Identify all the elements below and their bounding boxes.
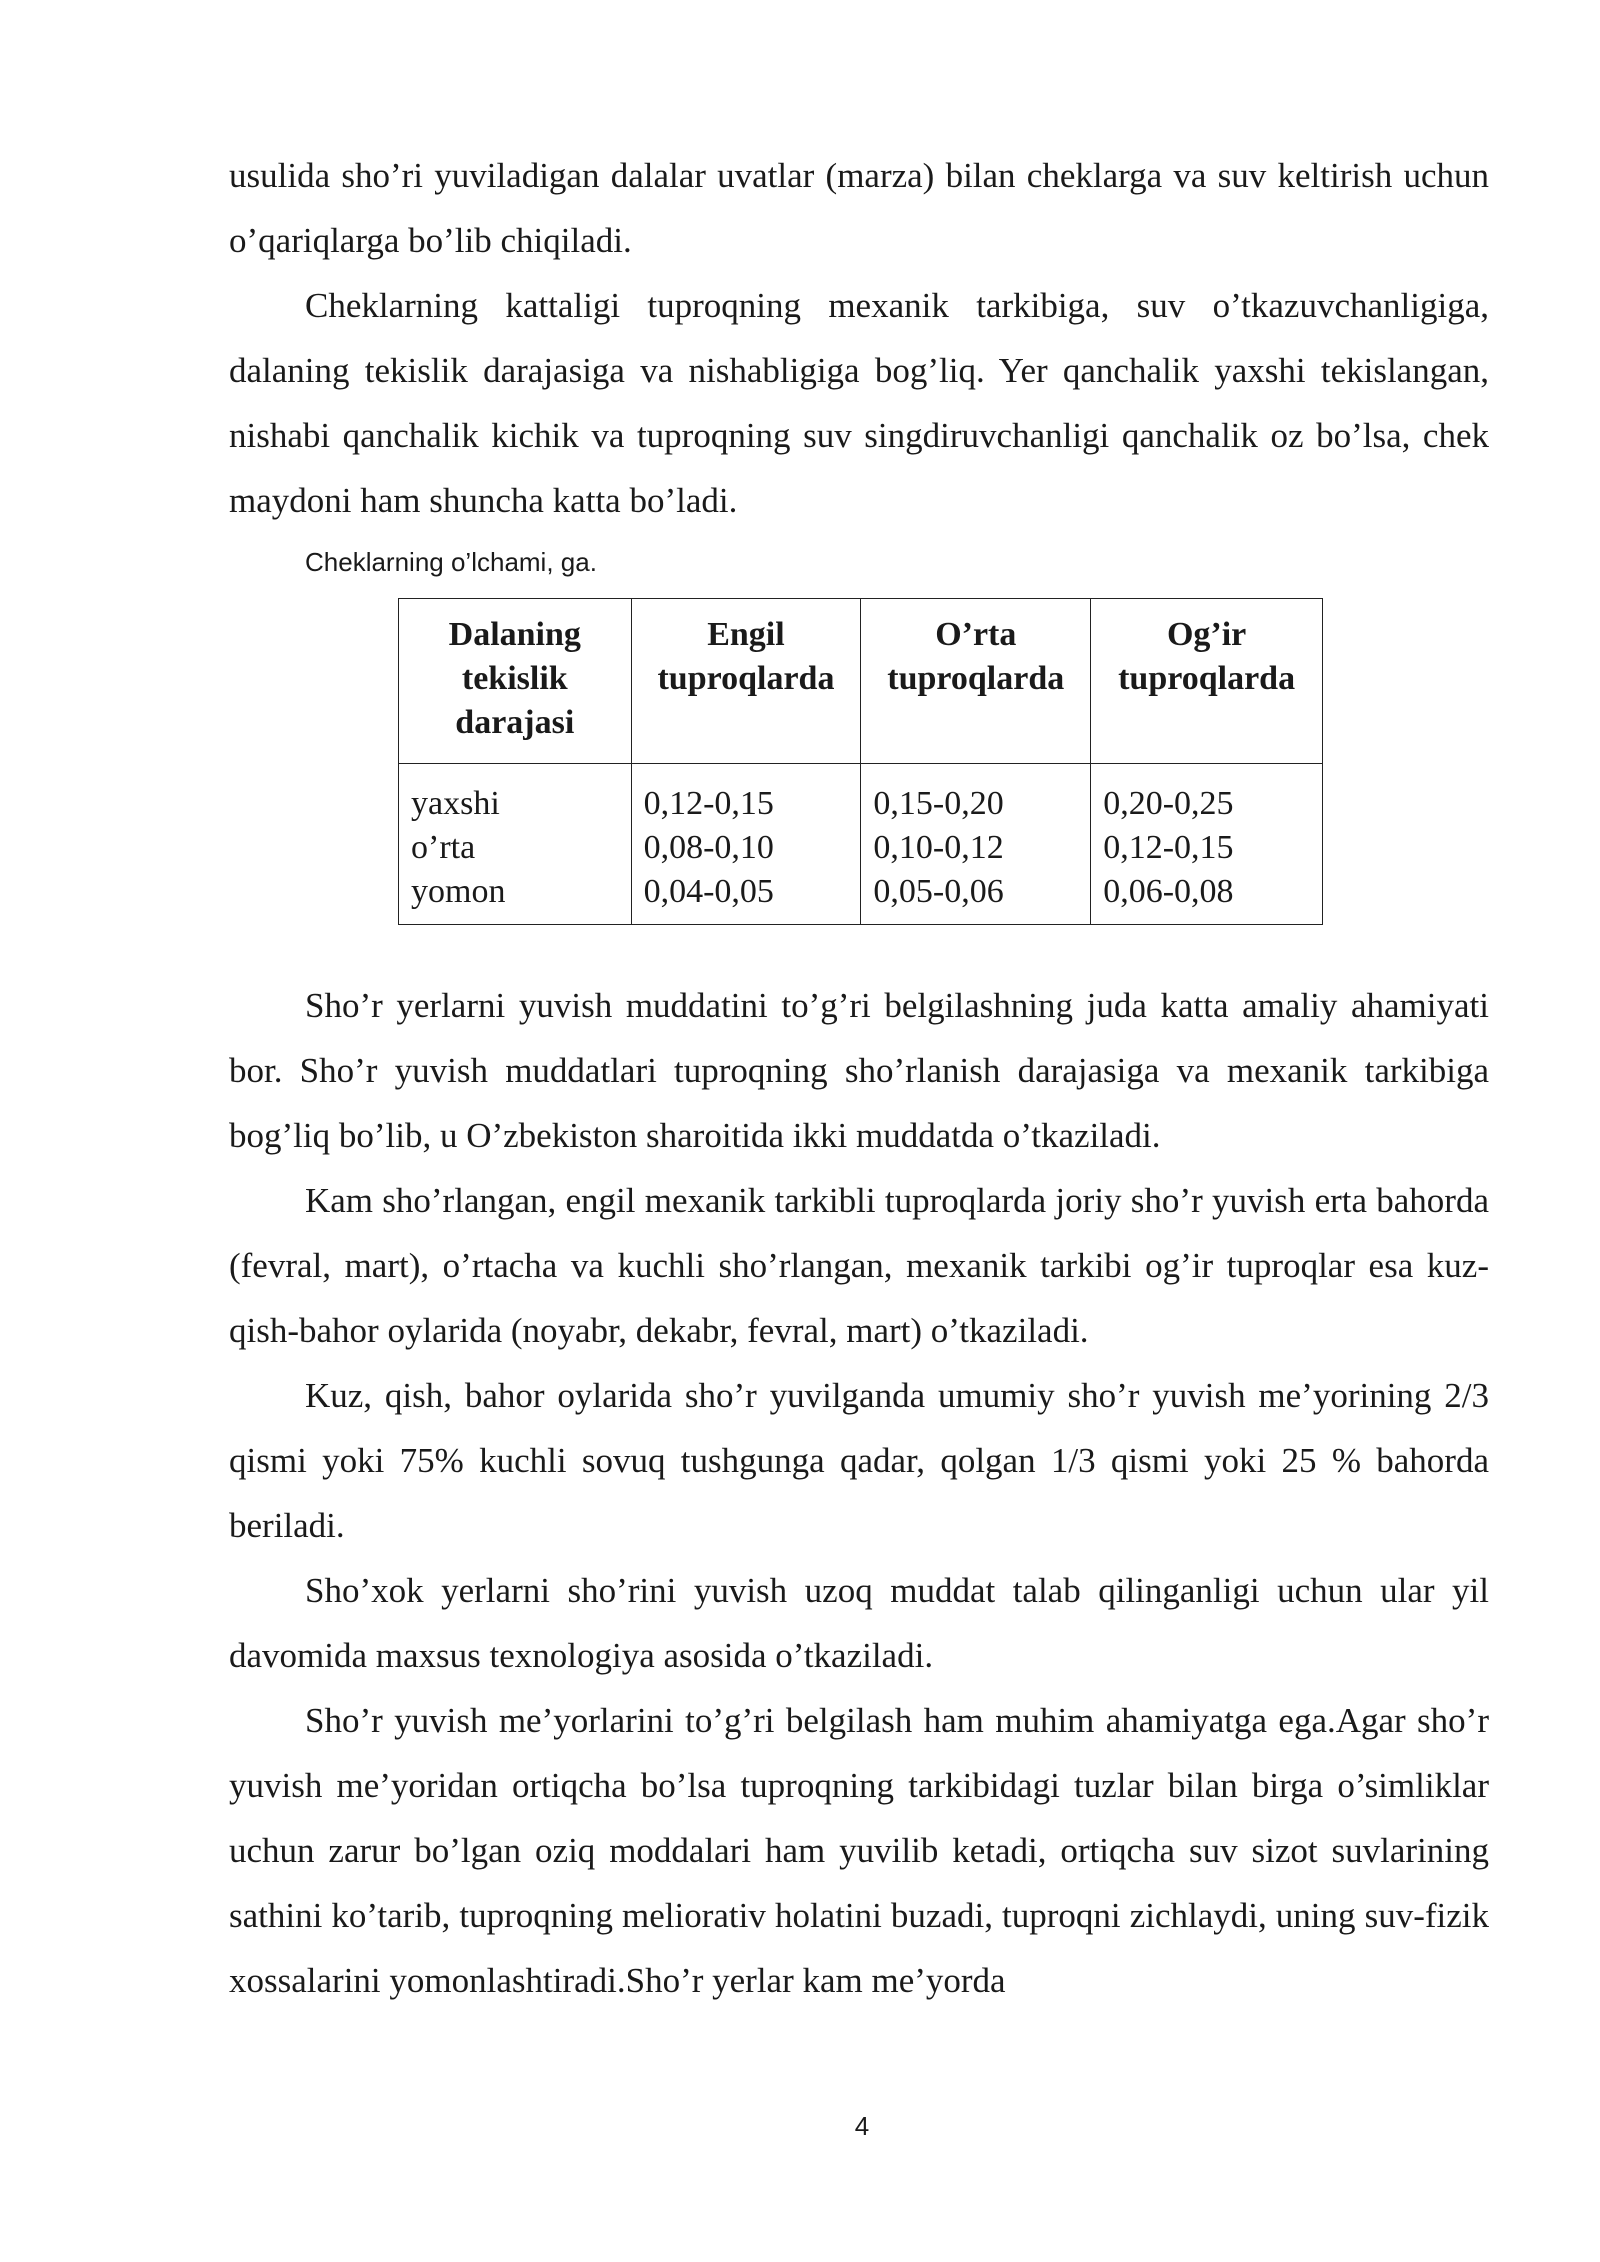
- header-cell-heavy-soil: Og’ir tuproqlarda: [1091, 599, 1323, 764]
- paragraph: Sho’xok yerlarni sho’rini yuvish uzoq muddat talab qilinganligi uchun ular yil davomida maxsus texnologiya asosida o’tkaziladi.: [229, 1571, 1489, 1675]
- header-cell-level: Dalaning tekislik darajasi: [399, 599, 632, 764]
- cell-value: 0,15-0,20: [873, 785, 1004, 822]
- cell-value: 0,04-0,05: [643, 873, 774, 910]
- paragraph: usulida sho’ri yuviladigan dalalar uvatlar (marza) bilan cheklarga va suv keltirish uchun o’qariqlarga bo’lib chiqiladi.: [229, 156, 1489, 260]
- table-cell-heavy: [1091, 764, 1323, 925]
- table-cell-medium: [861, 764, 1091, 925]
- check-size-table: [398, 598, 1323, 925]
- cell-value: 0,12-0,15: [1103, 829, 1234, 866]
- text-block-top: [229, 143, 1489, 533]
- cell-value: 0,20-0,25: [1103, 785, 1234, 822]
- table-cell-light: [631, 764, 861, 925]
- paragraph: Kam sho’rlangan, engil mexanik tarkibli tuproqlarda joriy sho’r yuvish erta bahorda (fevral, mart), o’rtacha va kuchli sho’rlangan, mexanik tarkibi og’ir tuproqlar esa kuz-qish-bahor oylarida (noyabr, dekabr, fevral, mart) o’tkaziladi.: [229, 1181, 1489, 1350]
- paragraph: Cheklarning kattaligi tuproqning mexanik tarkibiga, suv o’tkazuvchanligiga, dalaning tekislik darajasiga va nishabligiga bog’liq. Yer qanchalik yaxshi tekislangan, nishabi qanchalik kichik va tuproqning suv singdiruvchanligi qanchalik oz bo’lsa, chek maydoni ham shuncha katta bo’ladi.: [229, 286, 1489, 520]
- table-caption: Cheklarning o’lchami, ga.: [305, 547, 597, 577]
- cell-value: 0,08-0,10: [643, 829, 774, 866]
- cell-value: 0,05-0,06: [873, 873, 1004, 910]
- paragraph: Sho’r yerlarni yuvish muddatini to’g’ri belgilashning juda katta amaliy ahamiyati bor. Sho’r yuvish muddatlari tuproqning sho’rlanish darajasiga va mexanik tarkibiga bog’liq bo’lib, u O’zbekiston sharoitida ikki muddatda o’tkaziladi.: [229, 986, 1489, 1155]
- table-header-row: [399, 599, 1323, 764]
- cell-value: yomon: [411, 873, 506, 910]
- paragraph: Kuz, qish, bahor oylarida sho’r yuvilganda umumiy sho’r yuvish me’yorining 2/3 qismi yoki 75% kuchli sovuq tushgunga qadar, qolgan 1/3 qismi yoki 25 % bahorda beriladi.: [229, 1376, 1489, 1545]
- header-cell-medium-soil: O’rta tuproqlarda: [861, 599, 1091, 764]
- paragraph: Sho’r yuvish me’yorlarini to’g’ri belgilash ham muhim ahamiyatga ega.Agar sho’r yuvish me’yoridan ortiqcha bo’lsa tuproqning tarkibidagi tuzlar bilan birga o’simliklar uchun zarur bo’lgan oziq moddalari ham yuvilib ketadi, ortiqcha suv sizot suvlarining sathini ko’tarib, tuproqning meliorativ holatini buzadi, tuproqni zichlaydi, uning suv-fizik xossalarini yomonlashtiradi.Sho’r yerlar kam me’yorda: [229, 1701, 1489, 2000]
- header-cell-light-soil: Engil tuproqlarda: [631, 599, 861, 764]
- cell-value: 0,12-0,15: [643, 785, 774, 822]
- page-number: 4: [854, 2111, 870, 2141]
- cell-value: o’rta: [411, 829, 476, 866]
- cell-value: 0,06-0,08: [1103, 873, 1234, 910]
- text-block-bottom: [229, 973, 1489, 2013]
- cell-value: yaxshi: [411, 785, 500, 822]
- table-row: [399, 764, 1323, 925]
- table-cell-levels: [399, 764, 632, 925]
- cell-value: 0,10-0,12: [873, 829, 1004, 866]
